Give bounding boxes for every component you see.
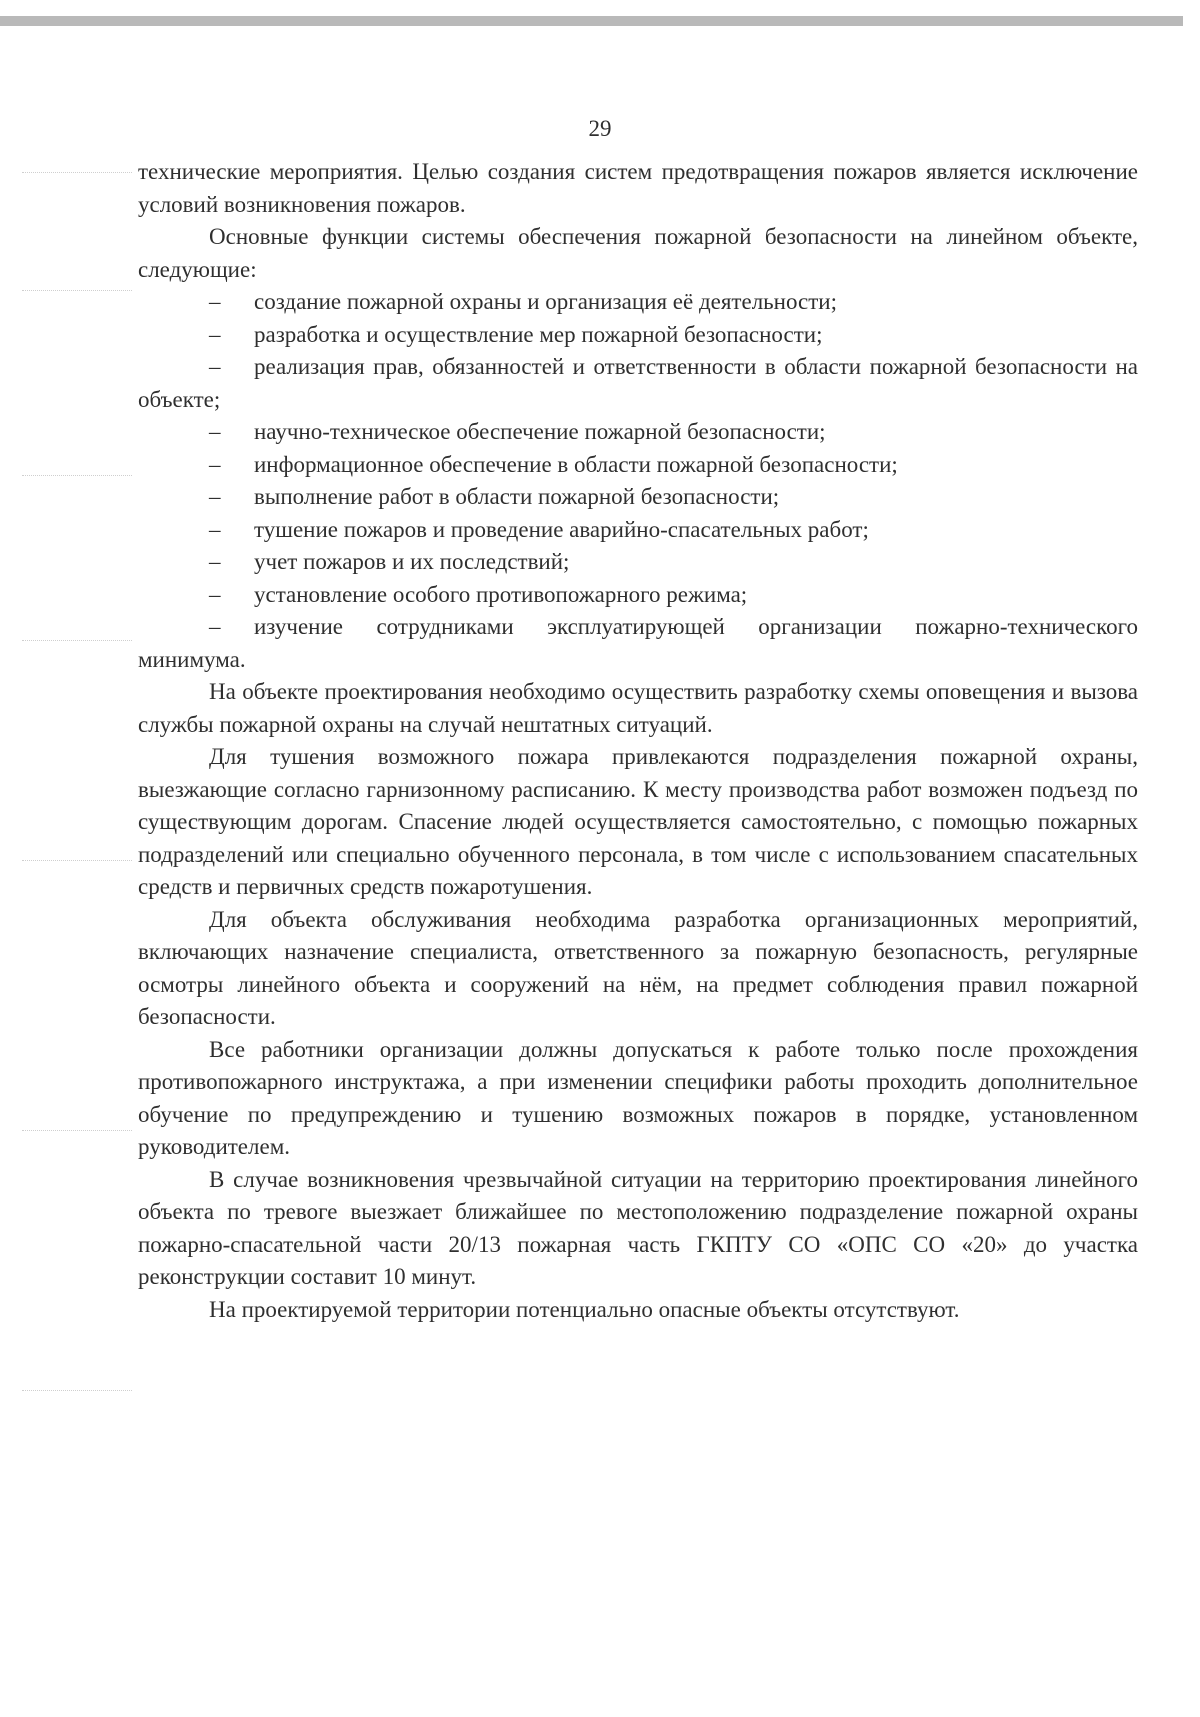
dash-marker: – xyxy=(209,484,221,509)
scan-bleed-mark xyxy=(22,172,132,175)
functions-list xyxy=(138,286,1138,676)
paragraph-briefing: Все работники организации должны допускаться к работе только после прохождения противопожарного инструктажа, а при изменении специфики работы проходить дополнительное обучение по предупреждению и тушению возможных пожаров в порядке, установленном руководителем. xyxy=(138,1036,1138,1159)
list-item xyxy=(138,286,1138,319)
scan-bleed-mark xyxy=(22,475,132,478)
list-item-text: учет пожаров и их последствий; xyxy=(254,549,570,574)
paragraph-notification-scheme: На объекте проектирования необходимо осуществить разработку схемы оповещения и вызова службы пожарной охраны на случай нештатных ситуаций. xyxy=(138,679,1138,737)
paragraph-fire-fighting: Для тушения возможного пожара привлекаются подразделения пожарной охраны, выезжающие согласно гарнизонному расписанию. К месту производства работ возможен подъезд по существующим дорогам. Спасение людей осуществляется самостоятельно, с помощью пожарных подразделений или специально обученного персонала, в том числе с использованием спасательных средств и первичных средств пожаротушения. xyxy=(138,744,1138,899)
list-item-text: разработка и осуществление мер пожарной безопасности; xyxy=(254,321,823,347)
paragraph-hazardous-objects: На проектируемой территории потенциально опасные объекты отсутствуют. xyxy=(209,1296,960,1322)
scan-bleed-mark xyxy=(22,1390,132,1393)
dash-marker: – xyxy=(209,581,221,607)
list-item xyxy=(138,579,1138,612)
scan-top-edge xyxy=(0,16,1183,26)
dash-marker: – xyxy=(209,419,221,444)
list-item-text: реализация прав, обязанностей и ответственности в области пожарной безопасности на объекте; xyxy=(138,354,1138,412)
paragraph-continuation: технические мероприятия. Целью создания систем предотвращения пожаров является исключение условий возникновения пожаров. xyxy=(138,159,1138,217)
list-item xyxy=(138,449,1138,482)
list-item-text: тушение пожаров и проведение аварийно-спасательных работ; xyxy=(254,516,869,542)
list-item xyxy=(138,416,1138,449)
scan-bleed-mark xyxy=(22,1130,132,1133)
list-item-text: установление особого противопожарного режима; xyxy=(254,581,748,607)
list-item xyxy=(138,514,1138,547)
scan-bleed-mark xyxy=(22,860,132,863)
list-item-text: выполнение работ в области пожарной безопасности; xyxy=(254,484,780,509)
dash-marker: – xyxy=(209,451,221,477)
dash-marker: – xyxy=(209,321,221,347)
list-item-text: изучение сотрудниками эксплуатирующей организации пожарно-технического минимума. xyxy=(138,614,1138,672)
list-item-text: информационное обеспечение в области пожарной безопасности; xyxy=(254,451,898,477)
dash-marker: – xyxy=(209,549,221,574)
paragraph-organizational-measures: Для объекта обслуживания необходима разработка организационных мероприятий, включающих назначение специалиста, ответственного за пожарную безопасность, регулярные осмотры линейного объекта и сооружений на нём, на предмет соблюдения правил пожарной безопасности. xyxy=(138,906,1138,1029)
page-number: 29 xyxy=(588,116,612,141)
dash-marker: – xyxy=(209,354,221,379)
list-item-text: создание пожарной охраны и организация её деятельности; xyxy=(254,289,837,314)
list-item xyxy=(138,319,1138,352)
dash-marker: – xyxy=(209,516,221,542)
scan-bleed-mark xyxy=(22,290,132,293)
list-item xyxy=(138,481,1138,514)
dash-marker: – xyxy=(209,614,221,639)
dash-marker: – xyxy=(209,289,221,314)
list-item xyxy=(138,611,1138,676)
list-item xyxy=(138,351,1138,416)
scan-bleed-mark xyxy=(22,640,132,643)
list-item-text: научно-техническое обеспечение пожарной безопасности; xyxy=(254,419,826,444)
list-item xyxy=(138,546,1138,579)
paragraph-emergency-response: В случае возникновения чрезвычайной ситуации на территорию проектирования линейного объекта по тревоге выезжает ближайшее по местоположению подразделение пожарной охраны пожарно-спасательной части 20/13 пожарная часть ГКПТУ СО «ОПС СО «20» до участка реконструкции составит 10 минут. xyxy=(138,1166,1138,1289)
page-body xyxy=(138,156,1138,1326)
paragraph-main-functions: Основные функции системы обеспечения пожарной безопасности на линейном объекте, следующие: xyxy=(138,224,1138,282)
